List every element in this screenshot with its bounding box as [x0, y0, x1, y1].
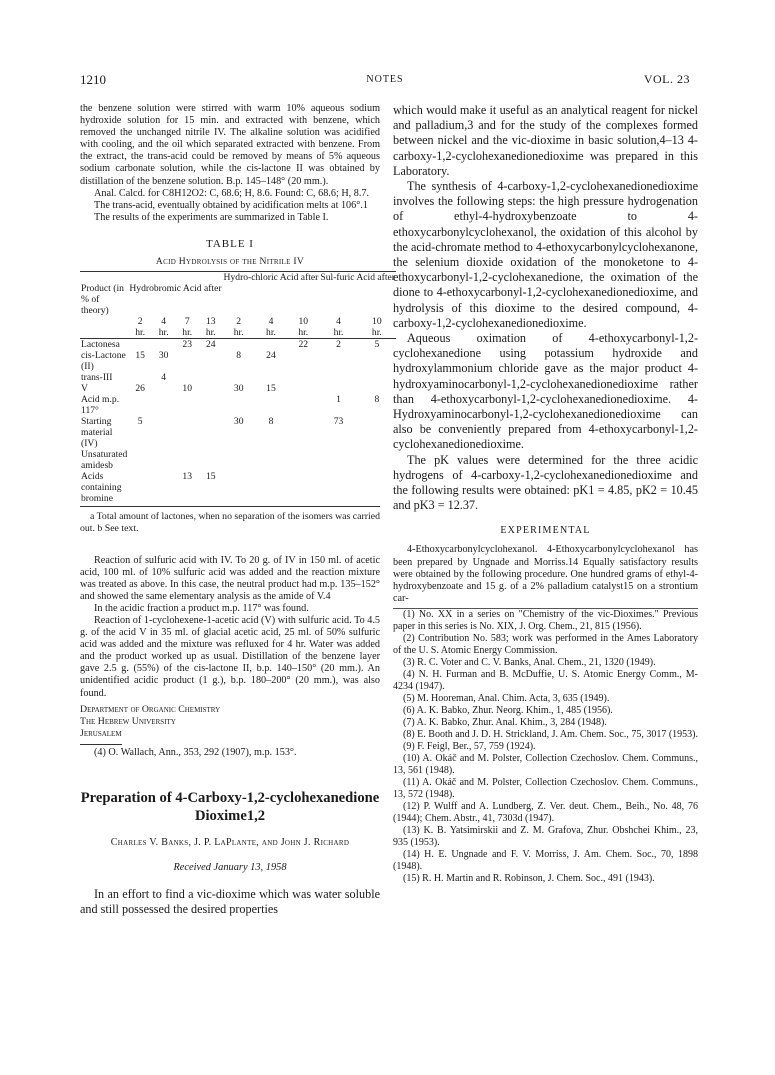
- table-cell: [358, 372, 396, 383]
- table-cell: 24: [266, 349, 276, 361]
- hr-unit: hr.: [358, 327, 396, 339]
- table-cell: 15: [266, 382, 276, 394]
- table-cell: [358, 350, 396, 372]
- table-cell: 5: [137, 415, 143, 427]
- hr-unit: hr.: [199, 327, 223, 339]
- paragraph-analysis: Anal. Calcd. for C8H12O2: C, 68.6; H, 8.6. Found: C, 68.6; H, 8.7.: [94, 187, 370, 199]
- table-cell: [128, 394, 152, 416]
- reference-item: (13) K. B. Yatsimirskii and Z. M. Grafova, Zhur. Obshchei Khim., 23, 935 (1953).: [393, 824, 698, 848]
- row-label: Starting material (IV): [81, 415, 113, 449]
- reference-item: (12) P. Wulff and A. Lundberg, Z. Ver. deut. Chem., Beih., No. 48, 76 (1944); Chem. Abstr., 41, 7303d (1947).: [393, 800, 698, 824]
- table-cell: [199, 383, 223, 394]
- hours-cell: 4: [268, 315, 274, 327]
- table-cell: 8: [374, 393, 380, 405]
- hours-cell: 13: [205, 315, 216, 327]
- paragraph-trans-acid: The trans-acid, eventually obtained by acidification melts at 106°.1: [94, 199, 368, 211]
- table-cell: [358, 449, 396, 471]
- hr-unit: hr.: [128, 327, 152, 339]
- row-label: trans-III: [81, 371, 113, 383]
- row-label: Lactonesa: [81, 338, 120, 350]
- reference-item: (2) Contribution No. 583; work was performed in the Ames Laboratory of the U. S. Atomic Energy Commission.: [393, 632, 698, 656]
- table-cell: [128, 449, 152, 471]
- table-cell: [199, 394, 223, 416]
- row-label: V: [81, 382, 88, 394]
- paragraph-reagent: which would make it useful as an analytical reagent for nickel and palladium,3 and for the study of the complexes formed between nickel and the vic-dioxime in basic solution,4–13 4-carboxy-1,2-cyclohexanedionedioxime was prepared in this Laboratory.: [393, 103, 698, 178]
- table-cell: 4: [161, 371, 167, 383]
- hours-cell: 10: [298, 315, 309, 327]
- table-cell: [319, 372, 357, 383]
- table-cell: [175, 394, 199, 416]
- header-hydrobromic: Hydrobromic Acid after: [129, 282, 222, 294]
- table-cell: 2: [336, 338, 341, 350]
- table-cell: [223, 449, 255, 471]
- received-date: Received January 13, 1958: [173, 861, 287, 873]
- table-cell: [152, 338, 176, 350]
- reference-item: (8) E. Booth and J. D. H. Strickland, J. Am. Chem. Soc., 75, 3017 (1953).: [403, 728, 698, 740]
- paragraph-oximation: Aqueous oximation of 4-ethoxycarbonyl-1,2-cyclohexanedione using potassium hydroxide and hydroxylammonium chloride gave as the major product 4-hydroxyaminocarbonyl-1,2-cyclohexanedionedioxime rather than 4-ethoxycarbonyl-1,2-cyclohexanedionedioxime. 4-Hydroxyaminocarbonyl-1,2-cyclohexanedionedioxime can also be conveniently prepared from 4-ethoxycarbonyl-1,2-cyclohexanedionedioxime.: [393, 331, 698, 452]
- table-cell: 1: [336, 393, 341, 405]
- hr-unit: hr.: [223, 327, 255, 339]
- table-cell: [128, 372, 152, 383]
- table-body: [80, 338, 396, 504]
- reference-4: (4) O. Wallach, Ann., 353, 292 (1907), m.p. 153°.: [94, 746, 297, 758]
- row-label: Acid m.p. 117°: [81, 393, 120, 416]
- table-cell: 5: [374, 338, 380, 350]
- hr-unit: hr.: [255, 327, 287, 339]
- table-cell: [358, 416, 396, 449]
- table-cell: 22: [298, 338, 309, 350]
- address-line: Jerusalem: [80, 727, 122, 739]
- hr-unit: hr.: [175, 327, 199, 339]
- table-cell: [287, 471, 319, 504]
- table-cell: [287, 394, 319, 416]
- header-product: Product (in % of theory): [81, 282, 124, 316]
- table-row: [80, 471, 396, 504]
- table-row: [80, 383, 396, 394]
- table-cell: 8: [236, 349, 242, 361]
- reference-item: (7) A. K. Babko, Zhur. Anal. Khim., 3, 284 (1948).: [403, 716, 607, 728]
- header-sulfuric: Sul-furic Acid after: [320, 271, 395, 283]
- table-cell: 30: [158, 349, 169, 361]
- hr-unit: hr.: [319, 327, 357, 339]
- table-cell: [175, 416, 199, 449]
- table-cell: [199, 449, 223, 471]
- left-column: [80, 103, 395, 917]
- table-row: [80, 350, 396, 372]
- table-cell: [223, 394, 255, 416]
- table-subtitle: Acid Hydrolysis of the Nitrile IV: [155, 255, 305, 267]
- article-authors: Charles V. Banks, J. P. LaPlante, and John J. Richard: [110, 836, 350, 848]
- reference-item: (9) F. Feigl, Ber., 57, 759 (1924).: [403, 740, 536, 752]
- table-row: [80, 372, 396, 383]
- row-label: Acids containing bromine: [81, 470, 122, 504]
- table-cell: [152, 394, 176, 416]
- table-cell: [128, 471, 152, 504]
- table-cell: [255, 449, 287, 471]
- table-cell: [255, 394, 287, 416]
- table-row: [80, 338, 396, 350]
- row-label: Unsaturated amidesb: [81, 448, 128, 471]
- article-title: Preparation of 4-Carboxy-1,2-cyclohexanedione Dioxime1,2: [80, 789, 380, 824]
- reference-item: (15) R. H. Martin and R. Robinson, J. Chem. Soc., 491 (1943).: [403, 872, 655, 884]
- hours-cell: 10: [372, 315, 382, 327]
- table-cell: 15: [135, 349, 145, 361]
- table-cell: [319, 449, 357, 471]
- hours-cell: 2: [137, 315, 143, 327]
- table-cell: [152, 416, 176, 449]
- hydrolysis-table: [80, 271, 396, 504]
- table-cell: [319, 350, 357, 372]
- table-cell: [255, 372, 287, 383]
- reference-item: (14) H. E. Ungnade and F. V. Morriss, J. Am. Chem. Soc., 70, 1898 (1948).: [393, 848, 698, 872]
- table-cell: [358, 383, 396, 394]
- right-column: [393, 103, 698, 885]
- table-cell: 15: [205, 470, 216, 482]
- paragraph-intro: In an effort to find a vic-dioxime which was water soluble and still possessed the desired properties: [80, 886, 380, 916]
- reference-item: (11) A. Okáč and M. Polster, Collection Czechoslov. Chem. Communs., 13, 572 (1948).: [393, 776, 698, 800]
- table-cell: [287, 372, 319, 383]
- volume-label: VOL. 23: [643, 72, 690, 86]
- reference-item: (1) No. XX in a series on "Chemistry of the vic-Dioximes." Previous paper in this series is No. XIX, J. Org. Chem., 21, 815 (1956).: [393, 608, 698, 632]
- hr-unit: hr.: [152, 327, 176, 339]
- reference-item: (4) N. H. Furman and B. McDuffie, U. S. Atomic Energy Comm., M-4234 (1947).: [393, 668, 698, 692]
- table-cell: [199, 372, 223, 383]
- table-cell: [319, 471, 357, 504]
- reference-list: [393, 609, 698, 885]
- paragraph-sulfuric: Reaction of sulfuric acid with IV. To 20 g. of IV in 150 ml. of acetic acid, 100 ml. of 10% sulfuric acid was added and the reaction mixture was treated as above. In this case, the neutral product had m.p. 135–152° and showed the same elementary analysis as the amide of V.4: [80, 554, 380, 602]
- paragraph-benzene: the benzene solution were stirred with warm 10% aqueous sodium hydroxide solution for 15 min. and extracted with benzene, which removed the unchanged nitrile IV. The alkaline solution was acidified with cooling, and the oil which separated extracted with benzene. From the extract, the trans-acid could be removed by means of 5% aqueous sodium carbonate solution, while the cis-lactone II was obtained by distillation of the benzene solution. B.p. 145–148° (20 mm.).: [80, 103, 380, 187]
- hours-cell: 7: [184, 315, 190, 327]
- table-cell: [223, 471, 255, 504]
- address-line: Department of Organic Chemistry: [80, 703, 221, 715]
- table-footnote: a Total amount of lactones, when no separation of the isomers was carried out. b See text.: [80, 510, 380, 534]
- row-label: cis-Lactone (II): [81, 349, 126, 372]
- table-cell: 30: [233, 415, 244, 427]
- table-cell: 13: [182, 470, 193, 482]
- hr-unit: hr.: [287, 327, 319, 339]
- reference-item: (6) A. K. Babko, Zhur. Neorg. Khim., 1, 485 (1956).: [403, 704, 613, 716]
- table-cell: [199, 350, 223, 372]
- paragraph-synthesis: The synthesis of 4-carboxy-1,2-cyclohexanedionedioxime involves the following steps: the high pressure hydrogenation of ethyl-4-hydroxybenzoate to 4-ethoxycarbonylcyclohexanol, the oxidation of this alcohol by the acid-chromate method to 4-ethoxycarbonylcyclohexanone, the selenium dioxide oxidation of the monoketone to 4-ethoxycarbonyl-1,2-cyclohexanedione, the oximation of the dione to 4-ethoxycarbonyl-1,2-cyclohexanedionedioxime, and hydrolysis of this dioxime to the desired compound, 4-carboxy-1,2-cyclohexanedionedioxime.: [393, 179, 698, 330]
- table-cell: [175, 350, 199, 372]
- table-row: [80, 416, 396, 449]
- table-cell: 10: [182, 382, 193, 394]
- table-cell: [223, 338, 255, 350]
- paragraph-experimental: 4-Ethoxycarbonylcyclohexanol. 4-Ethoxycarbonylcyclohexanol has been prepared by Ungnade and Morriss.14 Equally satisfactory results were obtained by the following procedure. One hundred grams of ethyl-4-hydroxybenzoate and 15 g. of a 2% palladium catalyst15 on a strontium car-: [393, 544, 698, 604]
- reference-item: (3) R. C. Voter and C. V. Banks, Anal. Chem., 21, 1320 (1949).: [403, 656, 656, 668]
- address-line: The Hebrew University: [80, 715, 176, 727]
- table-cell: [152, 449, 176, 471]
- header-hydrochloric: Hydro-chloric Acid after: [223, 271, 319, 283]
- table-cell: 8: [268, 415, 274, 427]
- section-name: NOTES: [366, 74, 404, 85]
- table-cell: [152, 471, 176, 504]
- table-cell: [287, 383, 319, 394]
- table-cell: [287, 449, 319, 471]
- paragraph-results: The results of the experiments are summarized in Table I.: [94, 211, 329, 223]
- table-cell: [255, 471, 287, 504]
- reference-item: (5) M. Hooreman, Anal. Chim. Acta, 3, 635 (1949).: [403, 692, 610, 704]
- table-cell: [152, 383, 176, 394]
- address-block: [80, 704, 380, 740]
- table-cell: 24: [205, 338, 216, 350]
- table-cell: [287, 350, 319, 372]
- running-header: [80, 72, 690, 92]
- footnote-rule: [80, 744, 122, 745]
- table-row: [80, 449, 396, 471]
- table-cell: [223, 372, 255, 383]
- paragraph-acidic: In the acidic fraction a product m.p. 117° was found.: [94, 602, 309, 614]
- table-cell: 26: [135, 382, 145, 394]
- paragraph-reaction: Reaction of 1-cyclohexene-1-acetic acid (V) with sulfuric acid. To 4.5 g. of the acid V in 35 ml. of glacial acetic acid, 25 ml. of 50% sulfuric acid was added and the mixture was refluxed for 4 hr. Water was added and the product worked up as usual. Distillation of the benzene layer gave 2.5 g. (55%) of the cis-lactone II, b.p. 140–150° (20 mm.). An unidentified acidic product (1 g.), b.p. 180–200° (20 mm.), was also found.: [80, 615, 380, 699]
- hours-cell: 4: [161, 315, 167, 327]
- table-cell: [175, 372, 199, 383]
- reference-item: (10) A. Okáč and M. Polster, Collection Czechoslov. Chem. Communs., 13, 561 (1948).: [393, 752, 698, 776]
- table-cell: 73: [333, 415, 344, 427]
- table-cell: [175, 449, 199, 471]
- table-cell: [255, 338, 287, 350]
- hours-cell: 2: [236, 315, 242, 327]
- table-cell: [128, 338, 152, 350]
- hours-cell: 4: [336, 315, 341, 327]
- experimental-heading: EXPERIMENTAL: [500, 525, 591, 537]
- table-cell: 30: [233, 382, 244, 394]
- table-rule: [80, 506, 380, 507]
- table-cell: [319, 383, 357, 394]
- table-cell: [287, 416, 319, 449]
- paragraph-pk: The pK values were determined for the three acidic hydrogens of 4-carboxy-1,2-cyclohexanedionedioxime and the following results were obtained: pK1 = 4.85, pK2 = 10.45 and pK3 = 12.37.: [393, 452, 698, 513]
- table-title: TABLE I: [206, 237, 254, 250]
- table-cell: [199, 416, 223, 449]
- page-number: 1210: [80, 72, 106, 87]
- table-cell: 23: [182, 338, 193, 350]
- table-cell: [358, 471, 396, 504]
- table-row: [80, 394, 396, 416]
